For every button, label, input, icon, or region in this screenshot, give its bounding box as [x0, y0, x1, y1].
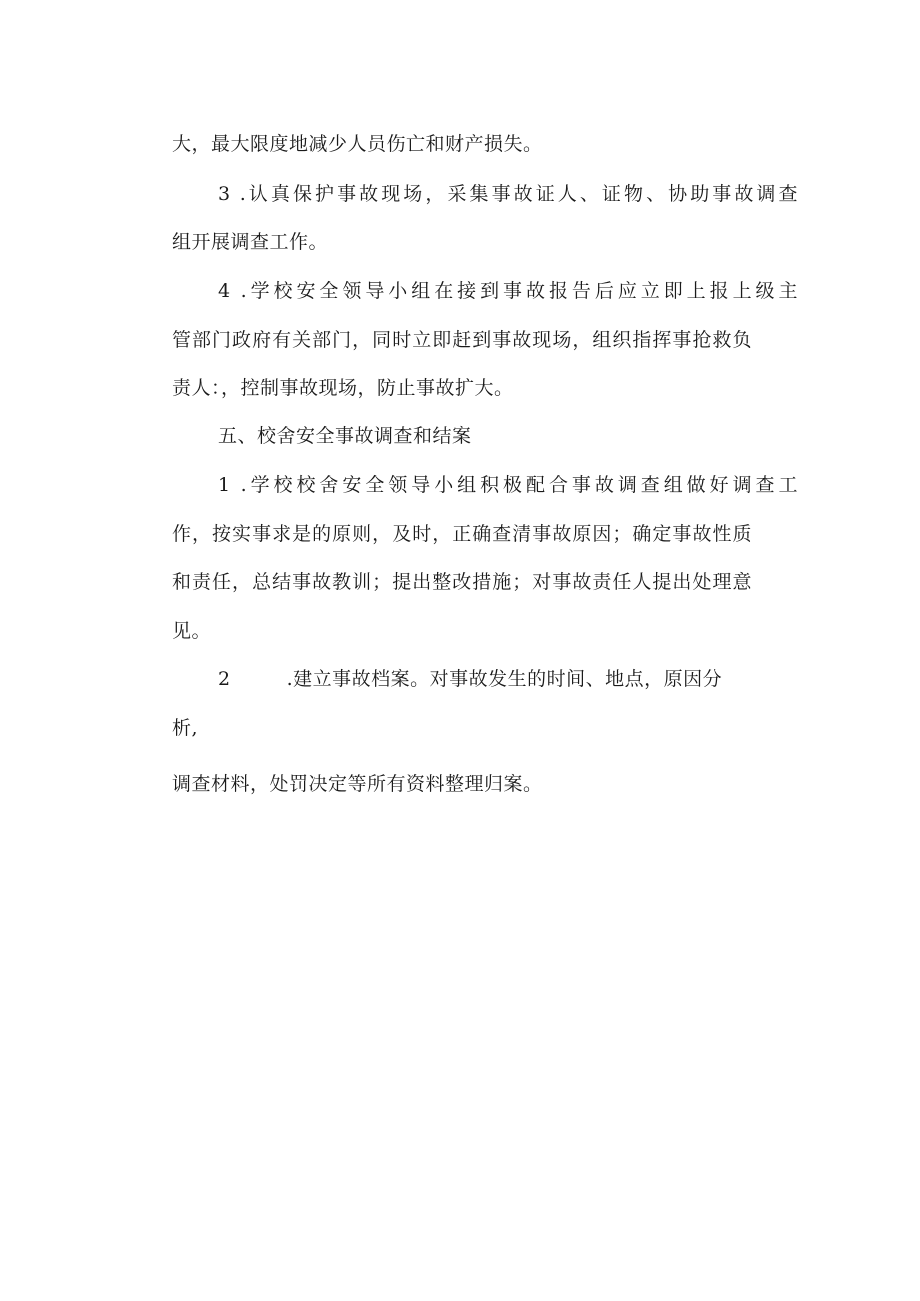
item-4-line-1: 4 .学校安全领导小组在接到事故报告后应立即上报上级主 — [218, 280, 798, 302]
item-4-line-3: 责人：，控制事故现场，防止事故扩大。 — [172, 377, 514, 399]
item-2-line-3: 调查材料，处罚决定等所有资料整理归案。 — [172, 773, 543, 795]
item-3-line-1: 3 .认真保护事故现场，采集事故证人、证物、协助事故调查 — [218, 183, 798, 205]
item-1-line-4: 见。 — [172, 620, 212, 642]
item-2-text: .建立事故档案。对事故发生的时间、地点，原因分 — [286, 668, 723, 690]
section-heading: 五、校舍安全事故调查和结案 — [218, 425, 472, 447]
item-4-line-2: 管部门政府有关部门，同时立即赶到事故现场，组织指挥事抢救负 — [172, 329, 752, 351]
item-1-line-1: 1 .学校校舍安全领导小组积极配合事故调查组做好调查工 — [218, 474, 798, 496]
item-2-number: 2 — [218, 668, 231, 690]
item-1-line-2: 作，按实事求是的原则，及时，正确查清事故原因；确定事故性质 — [172, 523, 752, 545]
item-2-line-2: 析, — [172, 717, 199, 739]
item-1-line-3: 和责任，总结事故教训；提出整改措施；对事故责任人提出处理意 — [172, 571, 752, 593]
item-3-line-2: 组开展调查工作。 — [172, 231, 329, 253]
paragraph-line: 大，最大限度地减少人员伤亡和财产损失。 — [172, 133, 543, 155]
item-2-line-1 — [218, 665, 798, 693]
